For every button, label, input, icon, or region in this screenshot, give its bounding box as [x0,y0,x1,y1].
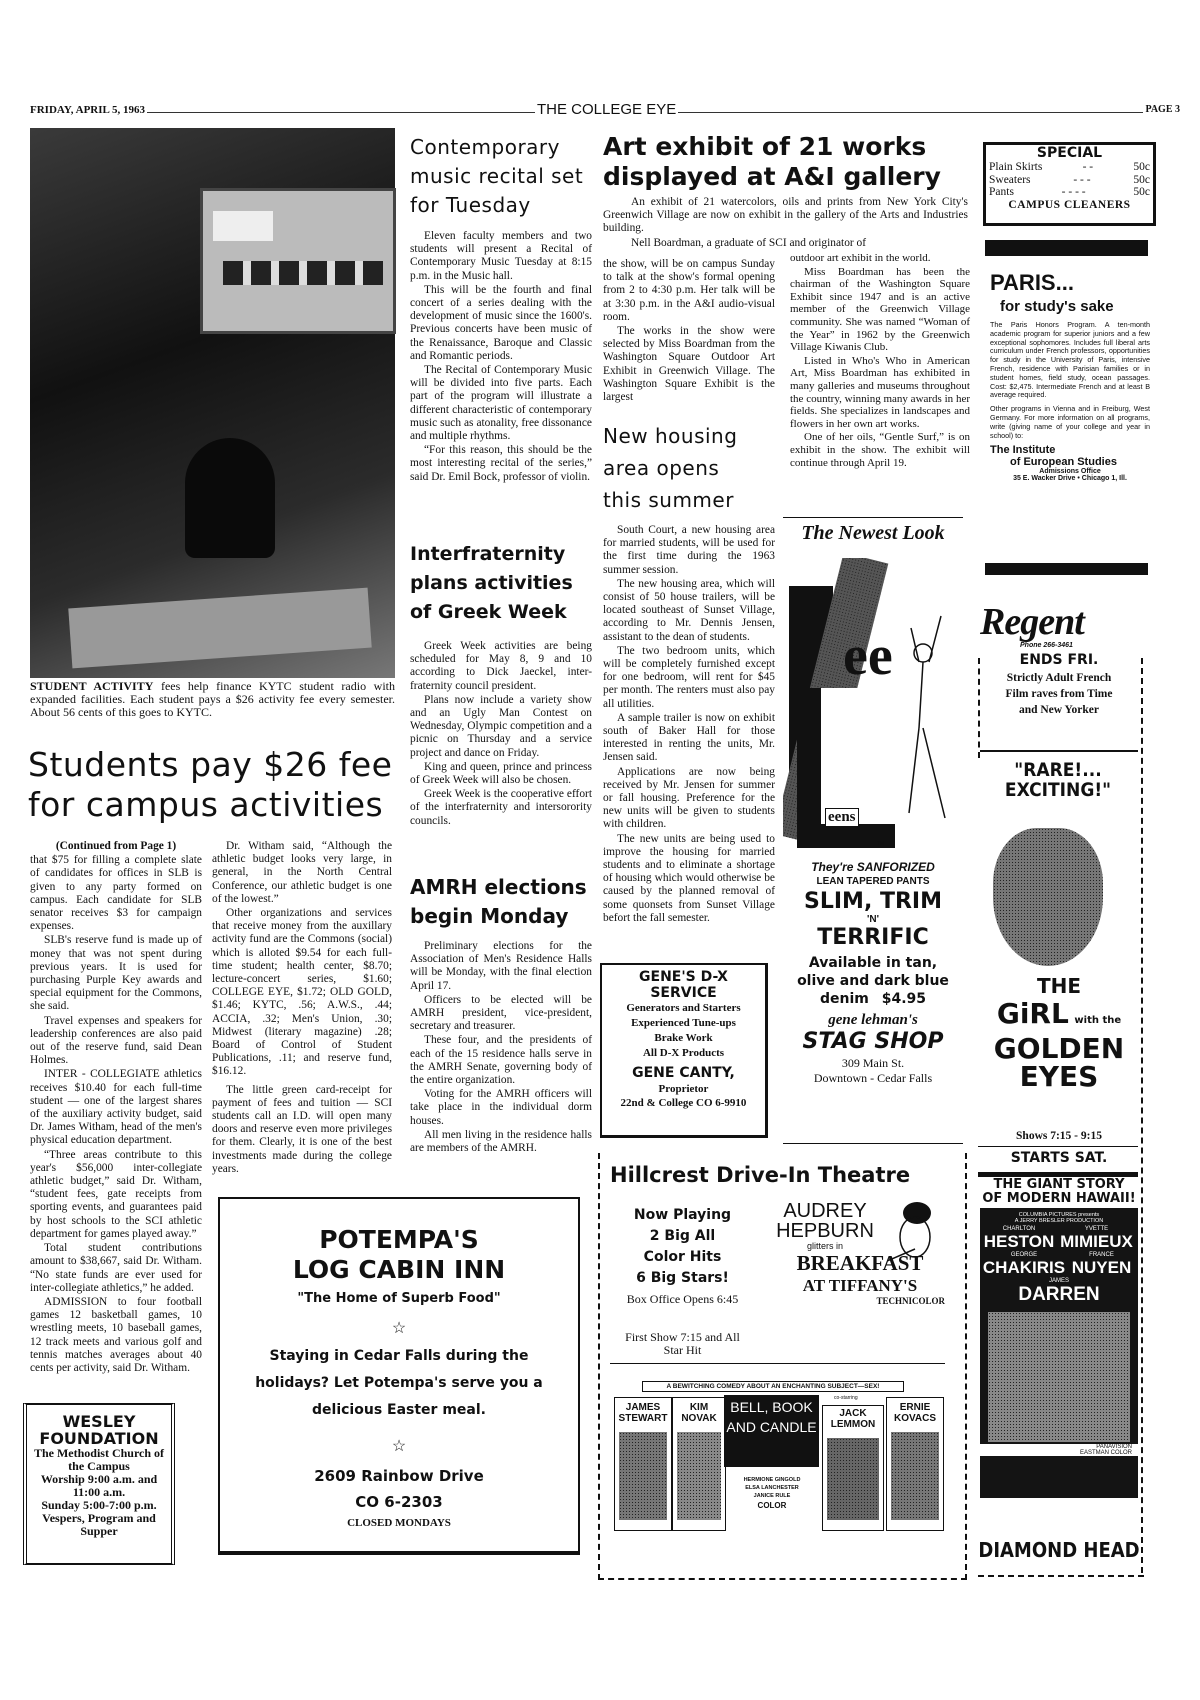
cast-member [982,1252,1067,1278]
lee-terrific: TERRIFIC [817,925,929,950]
regent-quote: "RARE!... EXCITING!" [1004,759,1112,801]
hillcrest-first-show: First Show 7:15 and All Star Hit [625,1330,740,1357]
recital-paragraph: The Recital of Contemporary Music will be divided into five parts. Each part of the program will illustrate a different characteristic of contemporary music such as atonality, free dissonance and multiple rhythms. [410,364,592,443]
diamond-head-artwork [988,1312,1130,1442]
cast-first-name: JAMES [1048,1278,1069,1284]
lee-lean-tapered: LEAN TAPERED PANTS [816,876,930,887]
lee-colors [783,954,963,1008]
art-paragraph: Nell Boardman, a graduate of SCI and originator of [631,236,867,249]
greek-paragraph: Greek Week is the cooperative effort of the interfraternity and intersorority councils. [410,788,592,827]
dx-service-line: Experienced Tune-ups [631,1017,736,1029]
art-paragraph: the show, will be on campus Sunday to talk at the show's formal opening from 2 to 4:30 p.m. Her talk will be at 3:30 p.m. in the A&I audio-visual room. [603,258,775,323]
lee-logo-letters: ee [843,625,893,687]
cleaners-item-dashes: - - - [1073,173,1091,186]
cast-first-name: FRANCE [1089,1252,1114,1258]
supporting-cast [742,1476,802,1510]
greek-paragraph: Greek Week activities are being scheduled for May 8, 9 and 10 according to Dick Jaeckel, inter-fraternity council president. [410,640,592,692]
cleaners-item-dashes: - - [1082,161,1094,173]
art-paragraph: Listed in Who's Who in American Art, Miss Boardman has exhibited in many galleries and museums throughout the country, winning many awards in her fields. She specializes in landscapes and flowers in her own art works. [790,354,970,430]
masthead-date: FRIDAY, APRIL 5, 1963 [30,104,146,116]
actor-card [672,1397,726,1531]
greek-paragraph: Plans now include a variety show and an Ugly Man Contest on Wednesday, Olympic competition and a picnic on Thursday and a service project and dance on Friday. [410,693,592,759]
paris-institute-2: of European Studies [1010,456,1117,469]
art-paragraph: One of her oils, “Gentle Surf,” is on exhibit in the show. The exhibit will continue through April 19. [790,431,970,469]
lee-script-tagline: The Newest Look [801,522,945,544]
fee-story-paragraph: The little green card-receipt for payment of fees and tuition — SCI students call an I.D. will open many doors and reserve even more privileges for them. Clearly, it is one of the best investments made during the college years. [212,1083,392,1175]
lee-city: Downtown - Cedar Falls [813,1071,933,1085]
actor-portrait [677,1432,721,1520]
lee-sanforized: They're SANFORIZED [811,860,935,874]
potempa-closed: CLOSED MONDAYS [347,1517,451,1529]
photo-caption-text: fees help finance KYTC student radio with expanded facilities. Each student pays a $26 activity fee every semester. About 56 cents of this goes to KYTC. [30,679,395,719]
potempa-title: POTEMPA'S [319,1225,479,1254]
greek-week-headline: Interfraternity plans activities of Greek Week [410,543,573,623]
cast-first-name: CHARLTON [1002,1226,1036,1232]
kytc-radio-photo [30,128,395,678]
cast-member [1067,1252,1137,1278]
actor-card [886,1397,944,1531]
diamond-head-poster [980,1208,1138,1498]
cleaners-item-price: 50c [1133,186,1150,198]
dancing-man-illustration [901,598,956,848]
breakfast-at-tiffanys [775,1201,945,1306]
cleaners-item-name: Plain Skirts [989,161,1043,173]
wesley-title: WESLEY [62,1412,136,1431]
ad-wesley-foundation [23,1403,175,1565]
housing-paragraph: The new housing area, which will consist of 50 house trailers, will be located southeast of Sunset Village, according to Mr. Dennis Jensen, assistant to the dean of students. [603,577,775,643]
regent-starts-sat: STARTS SAT. [1010,1150,1108,1166]
dx-address: 22nd & College CO 6-9910 [620,1097,747,1109]
cleaners-item-list [986,161,1153,199]
housing-body [603,524,775,926]
potempa-address: 2609 Rainbow Drive [314,1467,484,1485]
diamond-head-tagline-1: THE GIANT STORY [993,1177,1125,1192]
art-exhibit-headline: Art exhibit of 21 works displayed at A&I gallery [603,132,941,191]
regent-phone: Phone 266-3461 [1020,642,1073,649]
regent-film-with: with the [1074,1015,1122,1026]
diamond-head-tagline-2: OF MODERN HAWAII! [982,1191,1136,1206]
regent-logo: Regent [980,601,1084,643]
photo-equipment-panel [200,188,396,334]
paris-other-programs: Other programs in Vienna and in Freiburg, West Germany. For more information on all programs, write (giving name of your college and year in school) to: [990,404,1150,440]
actor-name: JAMES STEWART [618,1402,668,1424]
amrh-paragraph: All men living in the residence halls are members of the AMRH. [410,1128,592,1155]
paris-description: The Paris Honors Program. A ten-month academic program for superior juniors and a few exceptional sophomores. Includes full liberal arts curriculum under French professors, opportunities for study in the University of Paris, intensive French, residence with Parisian families or in student homes, field study, ocean passages. Cost: $2,475. Intermediate French and at least B average required. [990,320,1150,400]
wesley-sunday: Sunday 5:00-7:00 p.m. [41,1498,157,1512]
fee-story-column-2 [212,840,392,1177]
photo-console [68,588,371,669]
hillcrest-technicolor: TECHNICOLOR [876,1296,945,1306]
dx-service-line: Generators and Starters [626,1002,741,1014]
audrey-hepburn-illustration [887,1201,942,1271]
fee-story-column-1 [30,840,202,1376]
masthead [30,101,1180,120]
cast-last-name: CHAKIRIS [982,1258,1066,1277]
masthead-page-number: PAGE 3 [1145,104,1180,115]
star-icon: ☆ [391,1436,407,1455]
actor-name: ERNIE KOVACS [893,1402,937,1424]
paris-office: Admissions Office [1039,468,1101,476]
greek-paragraph: King and queen, prince and princess of Greek Week will also be chosen. [410,760,592,787]
potempa-title-2: LOG CABIN INN [292,1255,506,1284]
lee-colors-text: Available in tan, olive and dark blue denim [797,955,949,1007]
wesley-worship-times: Worship 9:00 a.m. and 11:00 a.m. [40,1472,158,1499]
dx-title-2: SERVICE [650,985,717,1001]
paris-ad-bottom-bar [985,563,1148,575]
paris-institute: The Institute [990,444,1056,457]
cleaners-item [989,161,1150,174]
fee-story-paragraph: SLB's reserve fund is made up of money that was not spent during previous years. It is used for purchasing Purple Key awards and special equipment for the Commons, she said. [30,934,202,1013]
hillcrest-film-title-2: AT TIFFANY'S [802,1276,918,1295]
regent-divider [978,1146,1138,1147]
potempa-message: Staying in Cedar Falls during the holidays? Let Potempa's serve you a delicious Easter meal. [255,1348,543,1418]
ad-campus-cleaners [983,142,1156,226]
housing-paragraph: South Court, a new housing area for married students, will be used for the first time during the 1963 summer session. [603,524,775,576]
housing-paragraph: The new units are being used to improve the housing for married students and to eliminate a shortage of housing which would otherwise be caused by the planned removal of some quonsets from Sunset Village befort the fall semester. [603,832,775,924]
lee-logo [783,558,963,858]
recital-paragraph: This will be the fourth and final concert of a series dealing with the development of music since the 1600's. Previous concerts have been music of the Renaissance, Baroque and Classic and Romantic periods. [410,283,592,362]
hillcrest-now-2: 2 Big All [649,1228,716,1244]
girl-face-illustration [993,828,1103,966]
cast-first-name: YVETTE [1084,1226,1109,1232]
paris-address: 35 E. Wacker Drive • Chicago 1, Ill. [1013,475,1127,483]
actor-name: JACK LEMMON [830,1408,876,1430]
fee-story-continued: (Continued from Page 1) [55,840,177,852]
amrh-paragraph: Officers to be elected will be AMRH president, vice-president, secretary and treasurer. [410,993,592,1033]
cleaners-item-name: Pants [989,186,1014,198]
dx-service-line: All D-X Products [642,1047,725,1059]
lee-stag-shop: STAG SHOP [802,1029,944,1054]
ad-hillcrest-drive-in [598,1153,967,1580]
diamond-head-presents: COLUMBIA PICTURES presents [1018,1212,1100,1218]
hillcrest-film-title: BREAKFAST [796,1251,924,1275]
potempa-tagline: "The Home of Superb Food" [297,1291,501,1306]
regent-film-title [978,972,1140,1091]
regent-ends-fri: ENDS FRI. [1019,652,1099,668]
hillcrest-star-name: AUDREY [783,1200,867,1222]
amrh-paragraph: Voting for the AMRH officers will take place in the individual dorm houses. [410,1088,592,1127]
cast-last-name: DARREN [1018,1284,1100,1305]
fee-story-paragraph: “Three areas contribute to this year's $56,000 inter-collegiate athletic budget,” said Dr. Witham, “student fees, gate receipts from sporting events, and guarantees paid by host schools to the SCI athletic department for games played away.” [30,1148,202,1240]
hillcrest-now-1: Now Playing [633,1207,732,1223]
hillcrest-box-office: Box Office Opens 6:45 [626,1292,739,1306]
supporting-cast-member: ELSA LANCHESTER [745,1485,799,1491]
actor-card [614,1397,672,1531]
bell-book-candle-title: BELL, BOOK AND CANDLE [724,1395,819,1467]
diamond-head-title: DIAMOND HEAD [978,1538,1140,1562]
cleaners-item-name: Sweaters [989,173,1031,186]
cleaners-name: CAMPUS CLEANERS [1008,198,1131,211]
amrh-paragraph: Preliminary elections for the Association of Men's Residence Halls will be Monday, with the final election April 17. [410,940,592,992]
ad-paris-study [990,270,1150,482]
photo-caption [30,680,395,719]
supporting-cast-member: JANICE RULE [753,1493,791,1499]
regent-film-the: THE [1036,974,1082,998]
lee-slim-trim: SLIM, TRIM [804,889,942,914]
dx-role: Proprietor [658,1083,709,1095]
cast-first-name: GEORGE [1010,1252,1038,1258]
fee-story-paragraph: Total student contributions amount to $38,667, said Dr. Witham. “No state funds are ever used for inter-collegiate athletics,” he added. [30,1242,202,1294]
diamond-head-production: A JERRY BRESLER PRODUCTION [1014,1218,1104,1224]
cleaners-item-dashes: - - - - [1061,186,1086,198]
wesley-title-2: FOUNDATION [39,1429,159,1448]
art-exhibit-lead [603,196,968,251]
art-paragraph: The works in the show were selected by Miss Boardman from the Washington Square Outdoor Art Exhibit in Greenwich Village. The Washington Square Exhibit is the largest [603,325,775,404]
actor-portrait [619,1432,667,1520]
paris-title: PARIS... [990,270,1074,295]
bell-book-candle-color: COLOR [757,1501,787,1510]
dx-title: GENE'S D-X [639,969,728,985]
regent-film-girl: GiRL [996,997,1069,1030]
cleaners-item-price: 50c [1133,173,1150,186]
potempa-phone: CO 6-2303 [355,1493,443,1511]
hillcrest-divider [610,1363,945,1364]
lee-n: 'N' [867,914,879,925]
bewitching-banner: A BEWITCHING COMEDY ABOUT AN ENCHANTING SUBJECT—SEX! [642,1381,904,1392]
cast-last-name: NUYEN [1071,1258,1132,1277]
lee-price: $4.95 [881,991,927,1007]
lee-trademark: TM [877,841,885,847]
dx-service-line: Brake Work [654,1032,713,1044]
regent-bottom-border [978,1575,1144,1577]
cast-member [982,1226,1057,1252]
paris-ad-top-bar [985,240,1148,256]
art-paragraph: An exhibit of 21 watercolors, oils and prints from New York City's Greenwich Village are now on exhibit in the gallery of the Arts and Industries building. [603,196,968,235]
recital-story-body [410,230,592,485]
diamond-head-tagline [978,1178,1140,1206]
diamond-head-format-2: EASTMAN COLOR [980,1450,1138,1456]
amrh-headline: AMRH elections begin Monday [410,875,587,928]
photo-caption-lead: STUDENT ACTIVITY [30,679,154,693]
fee-story-paragraph: ADMISSION to four football games 12 basketball games, 10 wrestling meets, 10 baseball games, 12 track meets and various golf and tennis matches averages about 40 cents per activity, said Dr. Witham. [30,1295,202,1374]
recital-paragraph: “For this reason, this should be the most interesting recital of the series,” said Dr. Emil Bock, professor of violin. [410,444,592,483]
fee-story-paragraph: Other organizations and services that receive money from the auxillary activity fund are the Commons (social) which is alloted $9.54 for each full-time student; health center, $8.70; lecture-concert series, $1.60; COLLEGE EYE, $1.72; OLD GOLD, $1.46; KYTC, .56; A.W.S., .44; ACCIA, .32; Men's Union, .30; Midwest (literary magazine) .28; Board of Control of Student Publications, .11; and reserve fund, $16.12. [212,907,392,1078]
actor-name: KIM NOVAK [681,1402,717,1424]
cleaners-item-price: 50c [1133,161,1150,173]
masthead-paper-name: THE COLLEGE EYE [537,101,677,118]
art-paragraph: outdoor art exhibit in the world. [790,252,931,264]
art-paragraph: Miss Boardman has been the chairman of the Washington Square Exhibit since 1947 and is an active member of the Greenwich Village community. She was named “Woman of the Year” in 1962 by the Greenwich Village Kiwanis Club. [790,265,970,354]
cast-member [1009,1278,1109,1306]
diamond-head-format: PANAVISION [980,1444,1138,1450]
art-exhibit-column-1 [603,258,775,405]
cleaners-item [989,186,1150,199]
supporting-cast-member: HERMIONE GINGOLD [743,1477,801,1483]
hillcrest-glitters: glitters in [806,1241,843,1251]
photo-person-silhouette [185,438,275,558]
star-icon: ☆ [391,1318,407,1337]
hillcrest-now-4: 6 Big Stars! [636,1270,729,1286]
bell-book-candle-poster [612,1381,944,1531]
lee-address: 309 Main St. [841,1056,905,1070]
cast-member [1057,1226,1137,1252]
regent-film-description: Strictly Adult French Film raves from Time and New Yorker [1005,672,1113,716]
cast-last-name: HESTON [983,1232,1055,1251]
hillcrest-title: Hillcrest Drive-In Theatre [610,1163,911,1187]
cleaners-item [989,174,1150,187]
actor-card [822,1405,884,1531]
regent-film-golden: GOLDEN [993,1032,1125,1065]
recital-paragraph: Eleven faculty members and two students will present a Recital of Contemporary Music Tuesday at 8:15 p.m. in the Music hall. [410,230,592,282]
fee-story-paragraph: Dr. Witham said, “Although the athletic budget looks very large, in general, in the North Central Conference, our athletic budget is one of the lowest.” [212,840,392,905]
fee-story-paragraph: INTER - COLLEGIATE athletics receives $10.40 for each full-time student — one of the largest shares of the auxiliary activity budget, said Dr. James Witham, head of the men's physical education department. [30,1068,202,1147]
ad-regent-theater [978,600,1150,1585]
housing-headline: New housing area opens this summer [603,424,738,512]
housing-paragraph: A sample trailer is now on exhibit south of Baker Hall for those interested in renting the units, Mr. Jensen said. [603,711,775,764]
ad-potempa-log-cabin [218,1197,580,1555]
actor-portrait [827,1438,879,1520]
paris-subtitle: for study's sake [1000,298,1114,315]
wesley-vespers: Vespers, Program and Supper [42,1511,156,1538]
housing-paragraph: Applications are now being received by Mr. Jensen for summer or fall housing. Preference for the new units will be given to students with children. [603,765,775,831]
costarring-label: co-starring [834,1395,858,1401]
regent-showtimes: Shows 7:15 - 9:15 [1016,1130,1102,1142]
lee-store-script: gene lehman's [828,1012,918,1028]
ad-lee-jeans [783,517,963,1144]
cleaners-title: SPECIAL [1036,145,1103,161]
dx-owner: GENE CANTY, [632,1065,735,1081]
audrey-face-icon [887,1201,942,1271]
greek-week-body [410,640,592,829]
cast-last-name: MIMIEUX [1060,1232,1133,1251]
fee-story-paragraph: that $75 for filling a complete slate of candidates for offices in SLB is given to any party formed on campus. Each candidate for SLB senator receives $3 for campaign expenses. [30,854,202,933]
hillcrest-now-playing [620,1205,745,1289]
amrh-body [410,940,592,1156]
hillcrest-star-name-2: HEPBURN [776,1220,874,1242]
recital-headline: Contemporary music recital set for Tuesday [410,135,584,217]
hillcrest-now-3: Color Hits [643,1249,722,1265]
fee-story-paragraph: Travel expenses and speakers for leadership conferences are also paid out of the reserve fund, said Dean Holmes. [30,1014,202,1067]
regent-film-eyes: EYES [1019,1060,1099,1093]
lee-logo-eens: eens [825,808,859,827]
dancing-man-icon [901,598,956,848]
housing-paragraph: The two bedroom units, which will be completely furnished except for one bedroom, will rent for $45 per month. The renters must also pay all utilities. [603,644,775,710]
fee-story-headline: Students pay $26 fee for campus activities [28,745,393,824]
actor-portrait [891,1432,939,1520]
regent-divider [980,750,1138,752]
regent-border-right [1141,658,1143,1573]
art-exhibit-column-2 [790,252,970,470]
amrh-paragraph: These four, and the presidents of each of the 15 residence halls serve in the AMRH Senate, governing body of the entire organization. [410,1034,592,1087]
wesley-church: The Methodist Church of the Campus [33,1446,165,1473]
ad-genes-dx-service [600,963,768,1138]
